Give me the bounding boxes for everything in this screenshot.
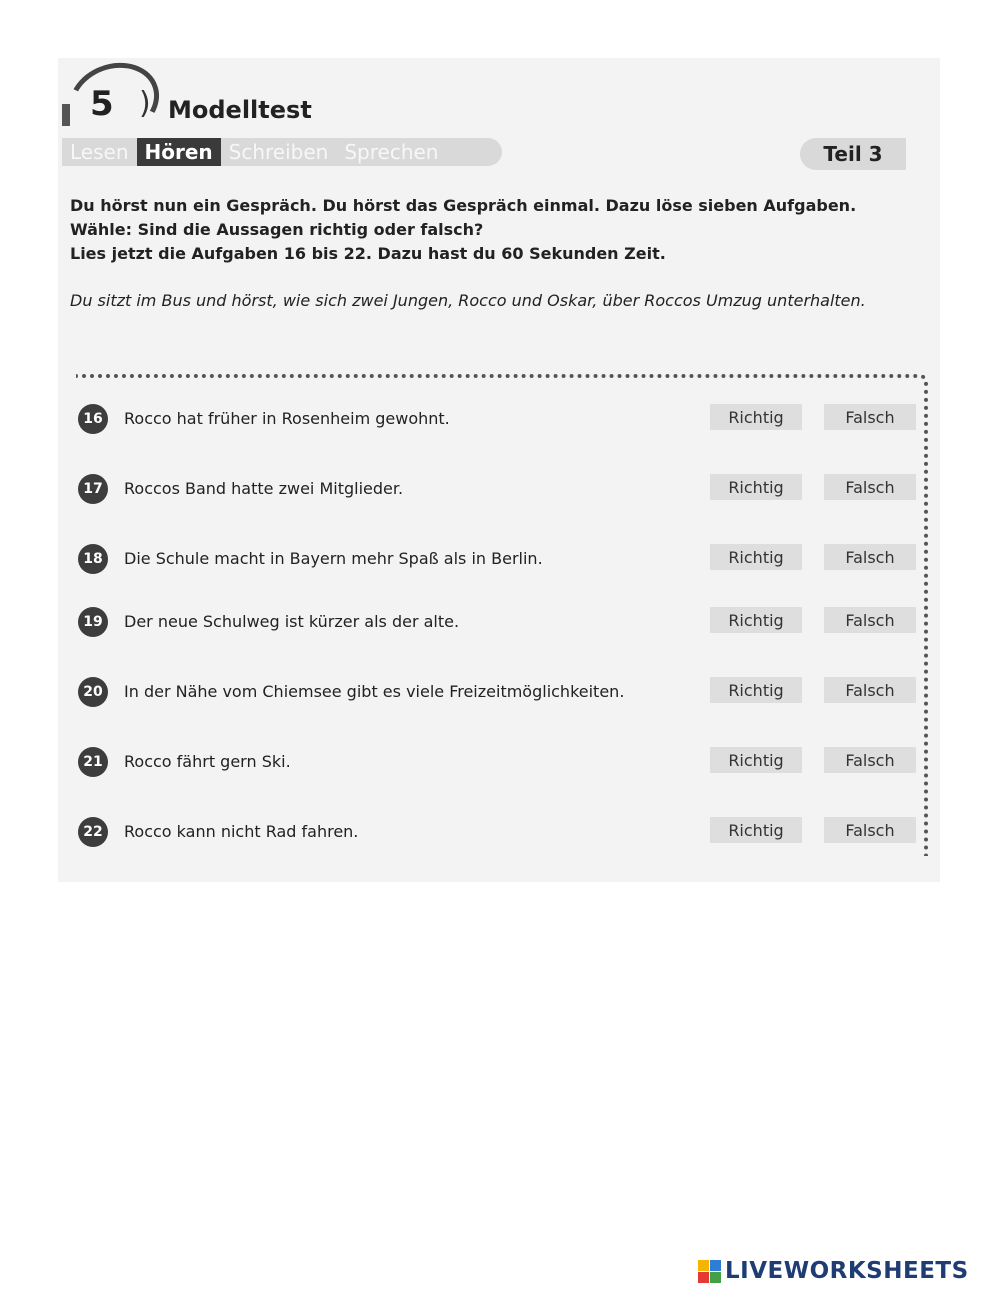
skill-tabs (62, 138, 502, 166)
question-statement: Rocco hat früher in Rosenheim gewohnt. (124, 409, 450, 428)
question-number-badge: 19 (78, 607, 108, 637)
task-instructions (70, 194, 890, 266)
question-item (78, 607, 928, 647)
richtig-button[interactable]: Richtig (710, 817, 802, 843)
question-statement: Der neue Schulweg ist kürzer als der alte. (124, 612, 460, 631)
question-item (78, 544, 928, 584)
logo-square (698, 1260, 709, 1271)
question-item (78, 474, 928, 514)
test-title: Modelltest (168, 96, 312, 124)
logo-square (698, 1272, 709, 1283)
question-number-badge: 17 (78, 474, 108, 504)
question-item (78, 747, 928, 787)
question-number-badge: 16 (78, 404, 108, 434)
richtig-button[interactable]: Richtig (710, 404, 802, 430)
question-number-badge: 20 (78, 677, 108, 707)
falsch-button[interactable]: Falsch (824, 817, 916, 843)
situation-text: Du sitzt im Bus und hörst, wie sich zwei Jungen, Rocco und Oskar, über Roccos Umzug unterhalten. (70, 291, 866, 310)
falsch-button[interactable]: Falsch (824, 404, 916, 430)
question-statement: In der Nähe vom Chiemsee gibt es viele Freizeitmöglichkeiten. (124, 682, 625, 701)
tab-hoeren: Hören (137, 138, 221, 166)
liveworksheets-logo-icon (698, 1260, 721, 1283)
question-number-badge: 21 (78, 747, 108, 777)
instruction-line: Lies jetzt die Aufgaben 16 bis 22. Dazu hast du 60 Sekunden Zeit. (70, 244, 666, 263)
richtig-button[interactable]: Richtig (710, 544, 802, 570)
question-item (78, 817, 928, 857)
question-statement: Roccos Band hatte zwei Mitglieder. (124, 479, 404, 498)
falsch-button[interactable]: Falsch (824, 747, 916, 773)
question-number-badge: 22 (78, 817, 108, 847)
question-statement: Die Schule macht in Bayern mehr Spaß als in Berlin. (124, 549, 543, 568)
logo-square (710, 1272, 721, 1283)
test-number: 5 (90, 84, 114, 124)
brand-name: LIVEWORKSHEETS (725, 1258, 969, 1284)
falsch-button[interactable]: Falsch (824, 544, 916, 570)
question-item (78, 404, 928, 444)
question-item (78, 677, 928, 717)
part-label: Teil 3 (800, 138, 906, 170)
logo-square (710, 1260, 721, 1271)
falsch-button[interactable]: Falsch (824, 677, 916, 703)
richtig-button[interactable]: Richtig (710, 474, 802, 500)
richtig-button[interactable]: Richtig (710, 607, 802, 633)
tab-lesen: Lesen (70, 140, 129, 164)
instruction-line: Wähle: Sind die Aussagen richtig oder falsch? (70, 220, 484, 239)
question-number-badge: 18 (78, 544, 108, 574)
question-statement: Rocco fährt gern Ski. (124, 752, 291, 771)
falsch-button[interactable]: Falsch (824, 474, 916, 500)
instruction-line: Du hörst nun ein Gespräch. Du hörst das Gespräch einmal. Dazu löse sieben Aufgaben. (70, 196, 857, 215)
question-statement: Rocco kann nicht Rad fahren. (124, 822, 359, 841)
tab-schreiben: Schreiben (228, 140, 329, 164)
tab-sprechen: Sprechen (344, 140, 439, 164)
number-bracket: ) (139, 86, 151, 121)
richtig-button[interactable]: Richtig (710, 747, 802, 773)
liveworksheets-brand[interactable] (698, 1258, 969, 1284)
richtig-button[interactable]: Richtig (710, 677, 802, 703)
falsch-button[interactable]: Falsch (824, 607, 916, 633)
